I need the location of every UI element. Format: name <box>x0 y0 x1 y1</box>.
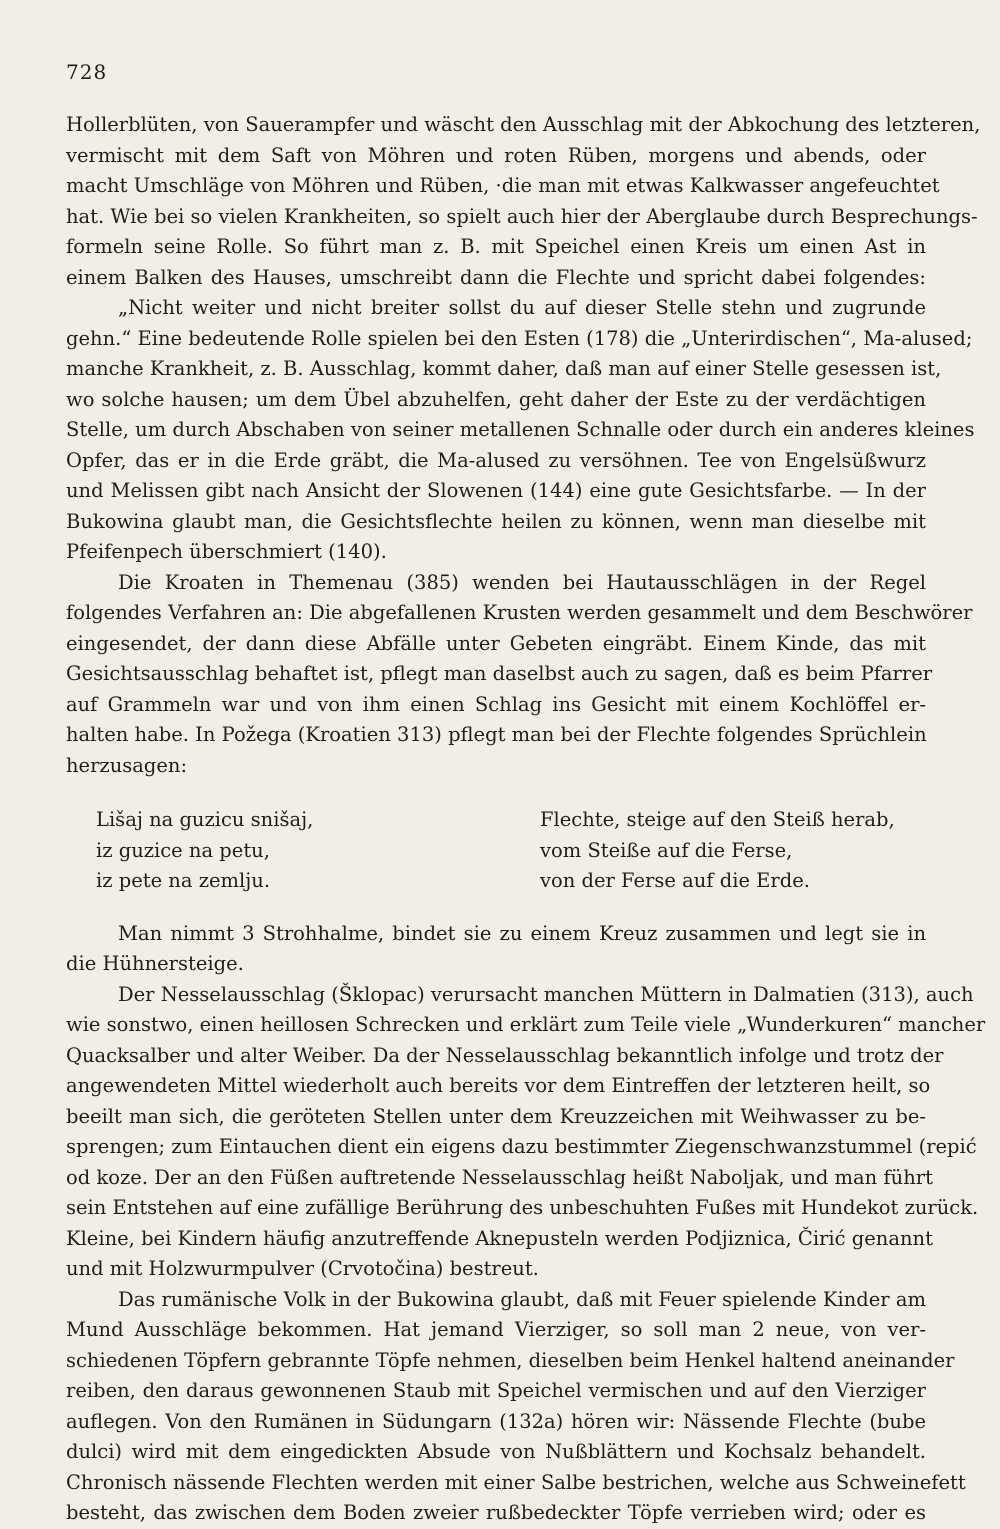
paragraph <box>66 919 926 980</box>
text-line: Der Nesselausschlag (Šklopac) verursacht manchen Müttern in Dalmatien (313), auch <box>118 982 974 1006</box>
text-line: herzusagen: <box>66 753 188 777</box>
text-line: Stelle, um durch Abschaben von seiner metallenen Schnalle oder durch ein anderes kleines <box>66 418 975 441</box>
text-line: und mit Holzwurmpulver (Crvotočina) bestreut. <box>66 1257 539 1280</box>
text-line: Gesichtsausschlag behaftet ist, pflegt man daselbst auch zu sagen, daß es beim Pfarrer <box>66 662 933 685</box>
text-line: vermischt mit dem Saft von Möhren und roten Rüben, morgens und abends, oder <box>66 143 926 167</box>
verse-block <box>66 805 926 897</box>
text-line: Hollerblüten, von Sauerampfer und wäscht den Ausschlag mit der Abkochung des letzteren, <box>66 113 981 136</box>
text-line: schiedenen Töpfern gebrannte Töpfe nehmen, dieselben beim Henkel haltend aneinander <box>66 1348 955 1372</box>
text-line: Die Kroaten in Themenau (385) wenden bei Hautausschlägen in der Regel <box>118 570 926 594</box>
text-line: „Nicht weiter und nicht breiter sollst du auf dieser Stelle stehn und zugrunde <box>118 296 926 319</box>
text-line: Quacksalber und alter Weiber. Da der Nesselausschlag bekanntlich infolge und trotz der <box>66 1043 944 1067</box>
paragraph <box>66 1285 966 1529</box>
text-line: wie sonstwo, einen heillosen Schrecken und erklärt zum Teile viele „Wunderkuren“ mancher <box>66 1013 986 1036</box>
text-line: die Hühnersteige. <box>66 952 244 975</box>
text-line: auf Grammeln war und von ihm einen Schlag ins Gesicht mit einem Kochlöffel er- <box>66 692 926 716</box>
verse-line: von der Ferse auf die Erde. <box>540 869 810 892</box>
text-line: einem Balken des Hauses, umschreibt dann die Flechte und spricht dabei folgendes: <box>66 265 926 289</box>
text-line: besteht, das zwischen dem Boden zweier rußbedeckter Töpfe verrieben wird; oder es <box>66 1501 926 1524</box>
text-line: Pfeifenpech überschmiert (140). <box>66 540 387 563</box>
verse-line: iz guzice na petu, <box>96 838 270 862</box>
paragraph <box>66 980 986 1285</box>
text-line: gehn.“ Eine bedeutende Rolle spielen bei den Esten (178) die „Unterirdischen“, Ma-alused; <box>66 326 973 350</box>
text-line: angewendeten Mittel wiederholt auch bereits vor dem Eintreffen der letzteren heilt, so <box>66 1074 931 1097</box>
text-line: folgendes Verfahren an: Die abgefallenen Krusten werden gesammelt und dem Beschwörer <box>66 601 973 624</box>
paragraph <box>66 110 981 568</box>
text-line: macht Umschläge von Möhren und Rüben, ·die man mit etwas Kalkwasser angefeuchtet <box>66 174 940 197</box>
text-line: hat. Wie bei so vielen Krankheiten, so spielt auch hier der Aberglaube durch Besprechungs- <box>66 204 978 228</box>
verse-line: Lišaj na guzicu snišaj, <box>96 808 314 831</box>
text-line: Kleine, bei Kindern häufig anzutreffende Aknepusteln werden Podjiznica, Čirić genannt <box>66 1226 933 1250</box>
text-line: Chronisch nässende Flechten werden mit einer Salbe bestrichen, welche aus Schweinefett <box>66 1470 966 1494</box>
text-line: auflegen. Von den Rumänen in Südungarn (132a) hören wir: Nässende Flechte (bube <box>66 1409 926 1433</box>
text-line: manche Krankheit, z. B. Ausschlag, kommt daher, daß man auf einer Stelle gesessen ist, <box>66 357 942 380</box>
text-line: reiben, den daraus gewonnenen Staub mit Speichel vermischen und auf den Vierziger <box>66 1379 926 1402</box>
text-line: sein Entstehen auf eine zufällige Berührung des unbeschuhten Fußes mit Hundekot zurück. <box>66 1196 979 1219</box>
text-line: eingesendet, der dann diese Abfälle unter Gebeten eingräbt. Einem Kinde, das mit <box>66 631 926 655</box>
verse-original <box>96 805 516 897</box>
text-line: Das rumänische Volk in der Bukowina glaubt, daß mit Feuer spielende Kinder am <box>118 1287 926 1311</box>
page-number: 728 <box>66 60 108 84</box>
body-text <box>66 110 986 1529</box>
verse-line: vom Steiße auf die Ferse, <box>540 838 793 862</box>
text-line: Mund Ausschläge bekommen. Hat jemand Vierziger, so soll man 2 neue, von ver- <box>66 1318 926 1341</box>
text-line: und Melissen gibt nach Ansicht der Slowenen (144) eine gute Gesichtsfarbe. — In der <box>66 479 926 502</box>
text-line: Opfer, das er in die Erde gräbt, die Ma-alused zu versöhnen. Tee von Engelsüßwurz <box>66 448 926 472</box>
text-line: formeln seine Rolle. So führt man z. B. mit Speichel einen Kreis um einen Ast in <box>66 235 926 258</box>
text-line: Bukowina glaubt man, die Gesichtsflechte heilen zu können, wenn man dieselbe mit <box>66 509 926 533</box>
text-line: halten habe. In Požega (Kroatien 313) pflegt man bei der Flechte folgendes Sprüchlein <box>66 723 927 746</box>
text-line: sprengen; zum Eintauchen dient ein eigens dazu bestimmter Ziegenschwanzstummel (repić <box>66 1135 977 1158</box>
verse-line: iz pete na zemlju. <box>96 869 271 892</box>
paragraph <box>66 568 973 782</box>
verse-translation <box>540 805 895 897</box>
text-line: wo solche hausen; um dem Übel abzuhelfen, geht daher der Este zu der verdächtigen <box>66 387 926 411</box>
text-line: od koze. Der an den Füßen auftretende Nesselausschlag heißt Naboljak, und man führt <box>66 1165 933 1189</box>
text-line: dulci) wird mit dem eingedickten Absude von Nußblättern und Kochsalz behandelt. <box>66 1440 926 1463</box>
text-line: Man nimmt 3 Strohhalme, bindet sie zu einem Kreuz zusammen und legt sie in <box>118 921 926 945</box>
verse-line: Flechte, steige auf den Steiß herab, <box>540 808 895 831</box>
text-line: beeilt man sich, die geröteten Stellen unter dem Kreuzzeichen mit Weihwasser zu be- <box>66 1104 926 1128</box>
